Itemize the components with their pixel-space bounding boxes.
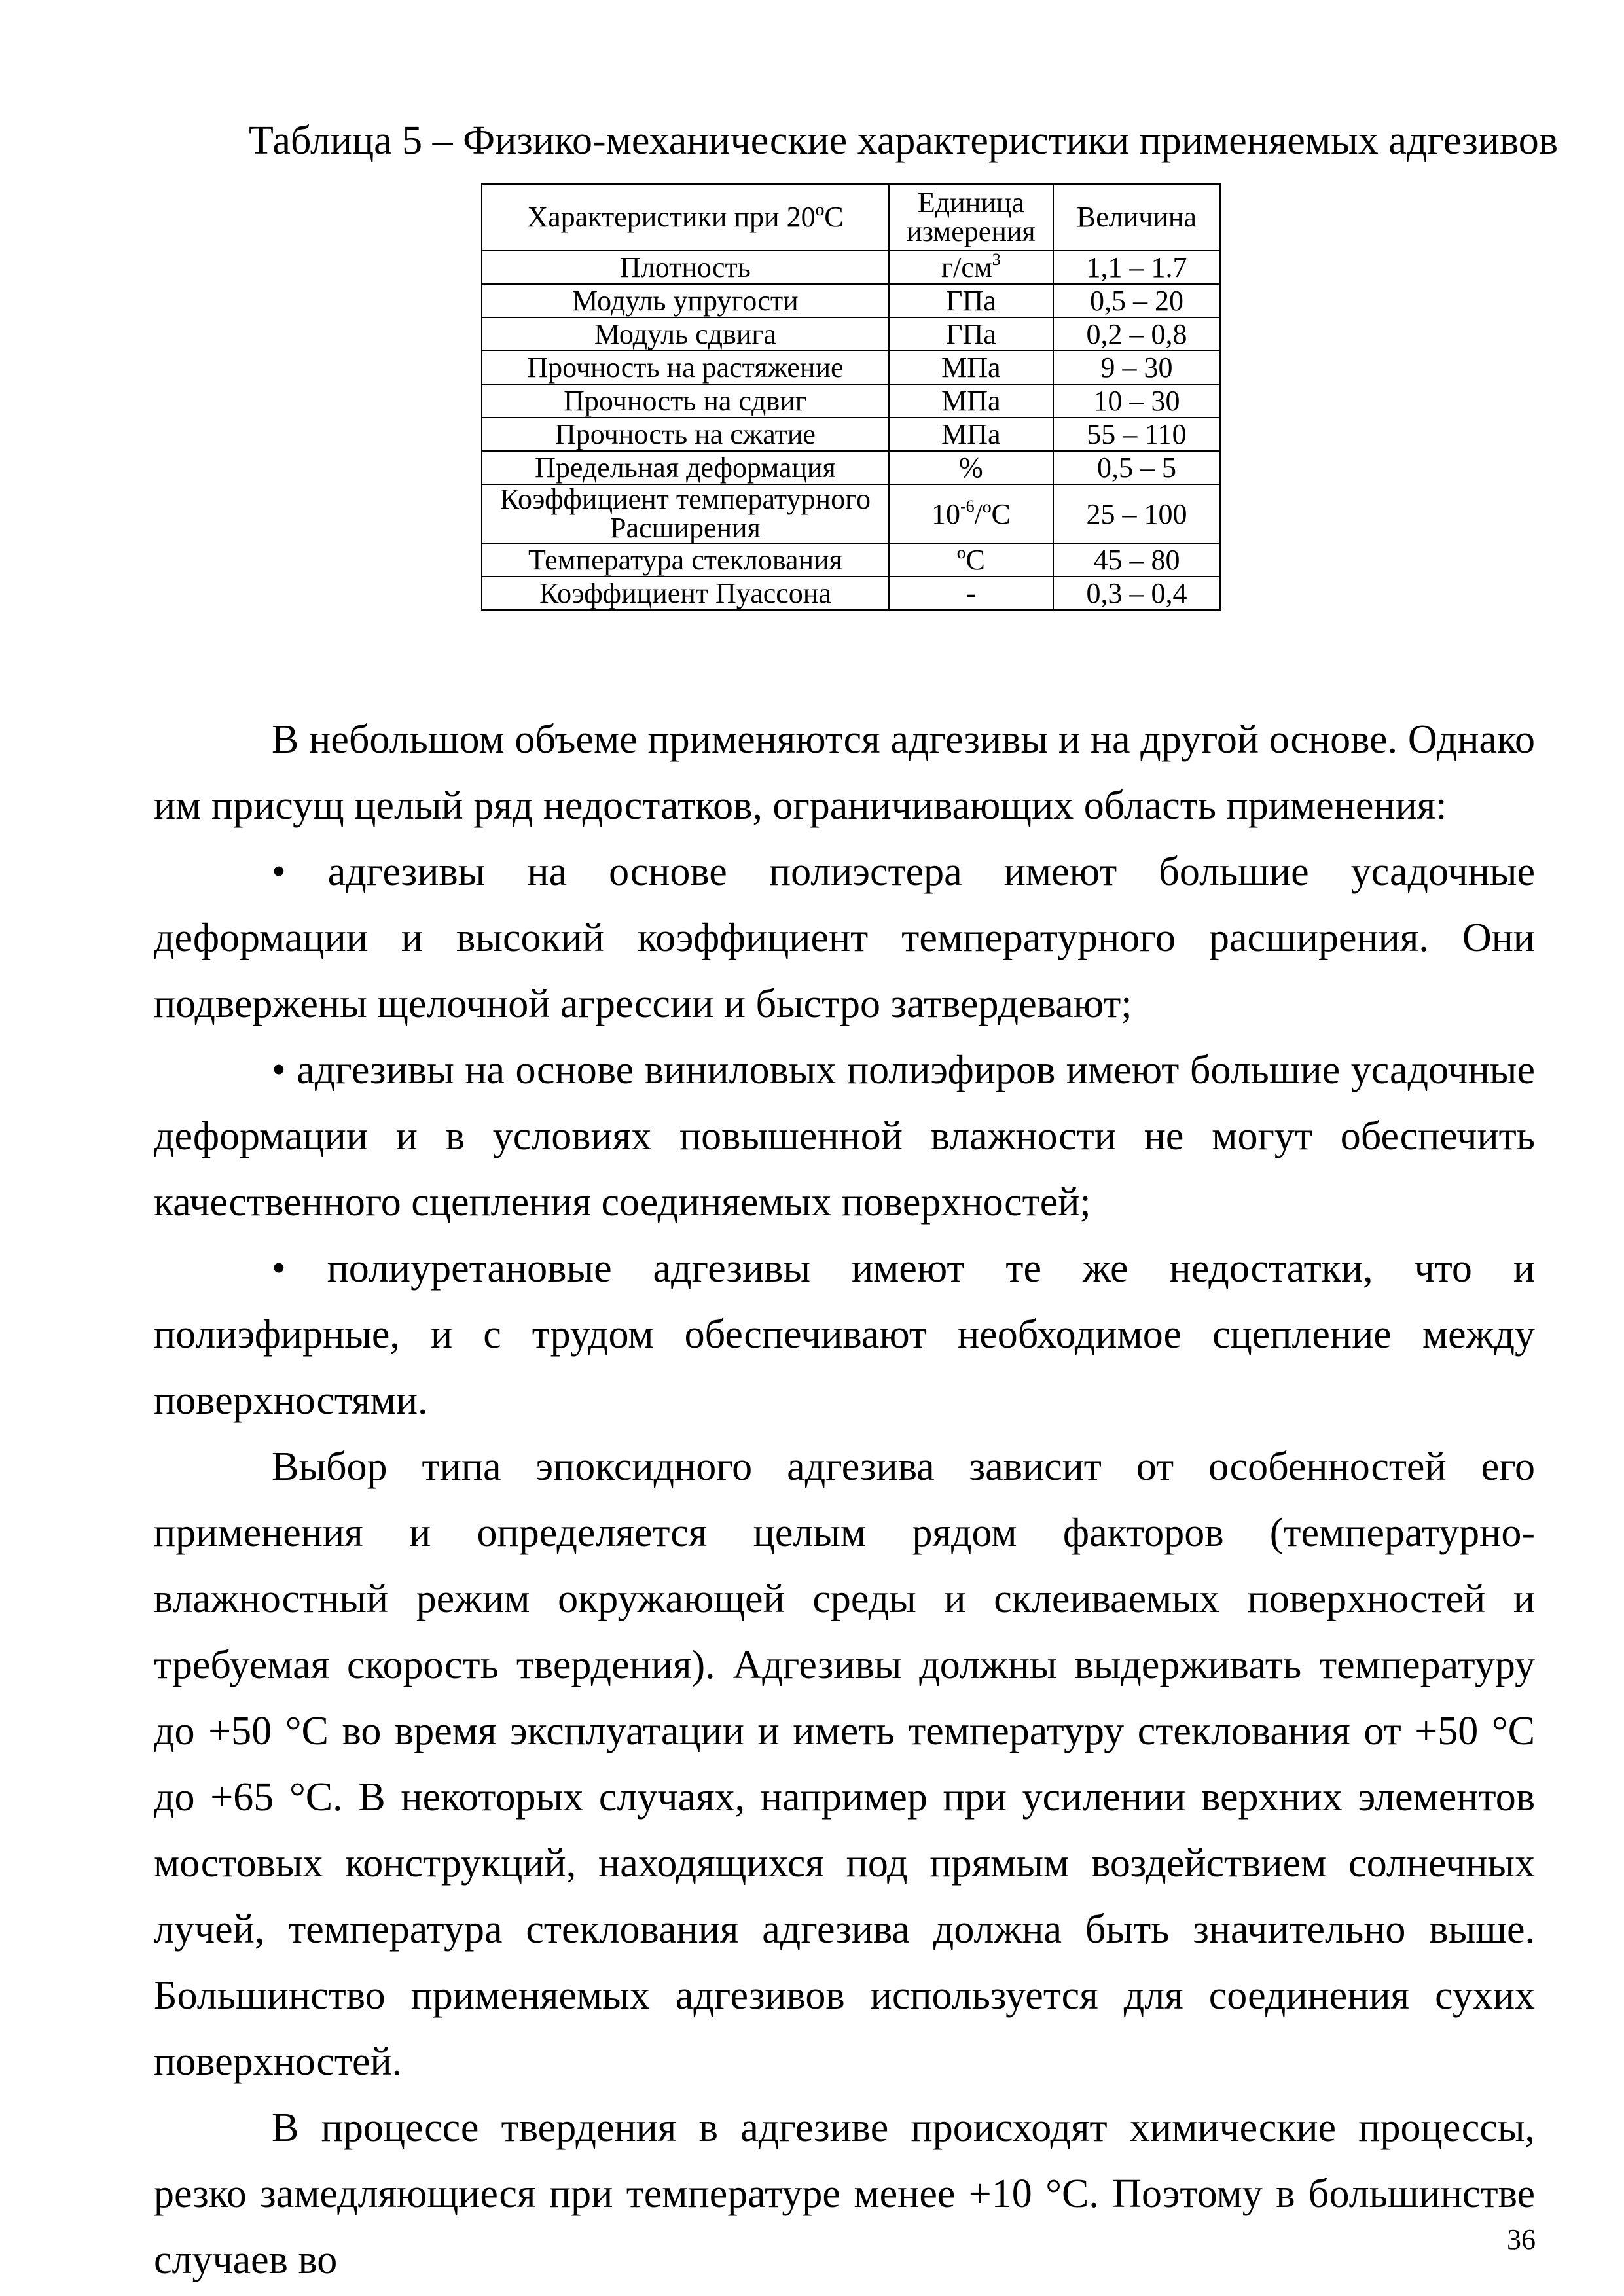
table-row [482,484,1220,543]
row-name: Модуль упругости [482,284,889,317]
bullet-text: адгезивы на основе виниловых полиэфиров имеют большие усадочные деформации и в условиях повышенной влажности не могут обеспечить качественного сцепления соединяемых поверхностей; [154,1048,1535,1225]
table-row [482,384,1220,418]
row-name [482,484,889,543]
table-header-row [482,184,1220,251]
header-characteristic: Характеристики при 20ºС [482,184,889,251]
row-name: Прочность на сжатие [482,418,889,451]
row-unit: ГПа [889,317,1053,351]
unit-superscript: -6 [960,496,975,516]
row-name-line1: Коэффициент температурного [499,483,871,515]
row-value: 55 – 110 [1053,418,1220,451]
row-unit: МПа [889,384,1053,418]
row-value: 45 – 80 [1053,543,1220,577]
row-value: 0,5 – 20 [1053,284,1220,317]
row-value: 9 – 30 [1053,351,1220,384]
header-unit-line1: Единица [917,187,1024,219]
bullet-icon: • [272,850,286,894]
row-unit: ГПа [889,284,1053,317]
row-name: Предельная деформация [482,451,889,484]
row-unit [889,484,1053,543]
table-row [482,577,1220,610]
row-unit: ºС [889,543,1053,577]
body-text [154,707,1535,2293]
unit-text: 10 [931,497,960,530]
row-value: 0,2 – 0,8 [1053,317,1220,351]
table-row [482,418,1220,451]
table-row [482,317,1220,351]
row-unit: МПа [889,418,1053,451]
bullet-item [154,1037,1535,1236]
row-value: 0,5 – 5 [1053,451,1220,484]
table-row [482,284,1220,317]
page-number: 36 [1507,2223,1536,2255]
unit-text: г/см [941,251,992,283]
header-value: Величина [1053,184,1220,251]
bullet-item [154,1236,1535,1434]
row-name-line2: Расширения [610,512,761,544]
row-unit: % [889,451,1053,484]
bullet-icon: • [272,1246,286,1291]
table-row [482,451,1220,484]
bullet-item [154,839,1535,1037]
row-value: 1,1 – 1.7 [1053,251,1220,284]
table-row [482,351,1220,384]
paragraph: В процессе твердения в адгезиве происходят химические процессы, резко замедляющиеся при температуре менее +10 °С. Поэтому в большинстве случаев во [154,2106,1535,2282]
table-row [482,543,1220,577]
paragraph: Выбор типа эпоксидного адгезива зависит от особенностей его применения и определяется целым рядом факторов (температурно-влажностный режим окружающей среды и склеиваемых поверхностей и требуемая скорость твердения). Адгезивы должны выдерживать температуру до +50 °С во время эксплуатации и иметь температуру стеклования от +50 °С до +65 °С. В некоторых случаях, например при усилении верхних элементов мостовых конструкций, находящихся под прямым воздействием солнечных лучей, температура стеклования адгезива должна быть значительно выше. Большинство применяемых адгезивов используется для соединения сухих поверхностей. [154,1444,1535,2084]
row-name: Температура стеклования [482,543,889,577]
header-unit-line2: измерения [907,215,1036,247]
row-name: Прочность на растяжение [482,351,889,384]
bullet-text: полиуретановые адгезивы имеют те же недостатки, что и полиэфирные, и с трудом обеспечивают необходимое сцепление между поверхностями. [154,1246,1535,1423]
header-unit [889,184,1053,251]
bullet-icon: • [272,1048,286,1092]
row-value: 25 – 100 [1053,484,1220,543]
row-name: Плотность [482,251,889,284]
row-value: 10 – 30 [1053,384,1220,418]
row-name: Модуль сдвига [482,317,889,351]
unit-text-suffix: /ºС [974,497,1011,530]
properties-table [481,183,1221,611]
row-unit: МПа [889,351,1053,384]
table-row [482,251,1220,284]
unit-superscript: 3 [992,250,1001,269]
bullet-text: адгезивы на основе полиэстера имеют большие усадочные деформации и высокий коэффициент температурного расширения. Они подвержены щелочной агрессии и быстро затвердевают; [154,850,1535,1026]
row-unit [889,251,1053,284]
row-name: Прочность на сдвиг [482,384,889,418]
row-unit: - [889,577,1053,610]
row-name: Коэффициент Пуассона [482,577,889,610]
row-value: 0,3 – 0,4 [1053,577,1220,610]
paragraph: В небольшом объеме применяются адгезивы и на другой основе. Однако им присущ целый ряд недостатков, ограничивающих область применения: [154,717,1535,828]
table-caption: Таблица 5 – Физико-механические характеристики применяемых адгезивов [249,118,1559,163]
